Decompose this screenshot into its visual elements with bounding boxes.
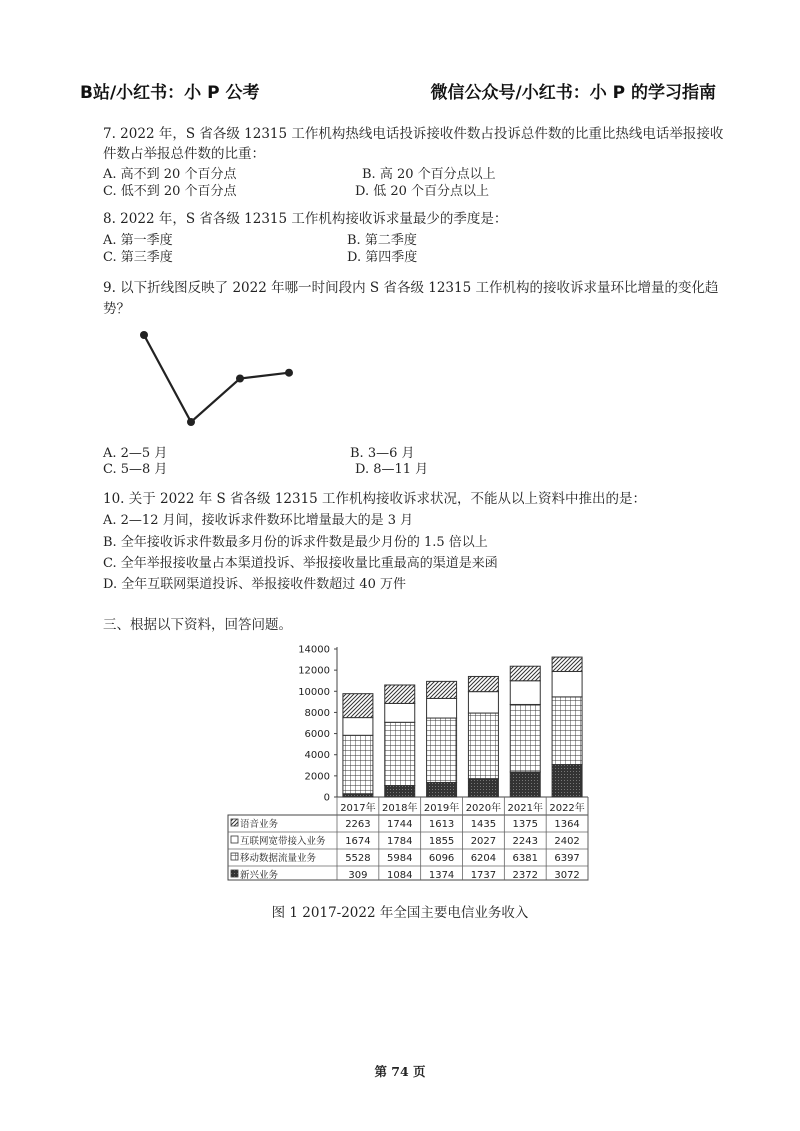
data-label: 1855 bbox=[428, 836, 455, 847]
q9-option-c: C. 5—8 月 bbox=[103, 462, 168, 477]
bar-segment bbox=[552, 657, 582, 671]
bar-segment bbox=[427, 681, 457, 698]
legend-swatch bbox=[231, 870, 238, 877]
data-label: 1374 bbox=[428, 870, 455, 881]
q8-option-d: D. 第四季度 bbox=[347, 250, 418, 265]
q7-option-d: D. 低 20 个百分点以上 bbox=[355, 184, 490, 199]
y-tick-label: 12000 bbox=[298, 665, 330, 677]
legend-label: 互联网宽带接入业务 bbox=[240, 836, 326, 847]
data-label: 1364 bbox=[554, 819, 580, 830]
q7-option-b: B. 高 20 个百分点以上 bbox=[362, 167, 496, 182]
bar-segment bbox=[343, 735, 373, 793]
bar-segment bbox=[427, 698, 457, 718]
page-number: 第 74 页 bbox=[374, 1064, 426, 1079]
data-label: 6204 bbox=[470, 853, 497, 864]
data-label: 1375 bbox=[512, 819, 538, 830]
bar-segment bbox=[510, 772, 540, 797]
bar-segment bbox=[427, 782, 457, 797]
data-label: 1674 bbox=[345, 836, 371, 847]
data-label: 309 bbox=[348, 870, 368, 881]
q10-option-b: B. 全年接收诉求件数最多月份的诉求件数是最少月份的 1.5 倍以上 bbox=[103, 535, 488, 550]
data-label: 6397 bbox=[554, 853, 580, 864]
q9-option-b: B. 3—6 月 bbox=[350, 446, 415, 461]
data-label: 1613 bbox=[428, 819, 455, 830]
q8-line1: 8. 2022 年，S 省各级 12315 工作机构接收诉求量最少的季度是： bbox=[103, 211, 508, 227]
data-label: 2402 bbox=[554, 836, 580, 847]
legend-swatch bbox=[231, 836, 238, 843]
legend-label: 语音业务 bbox=[240, 819, 279, 830]
q10-option-d: D. 全年互联网渠道投诉、举报接收件数超过 40 万件 bbox=[103, 577, 407, 592]
bar-segment bbox=[343, 694, 373, 718]
header-left: B站/小红书：小 P 公考 bbox=[80, 83, 260, 103]
bar-segment bbox=[510, 666, 540, 681]
q9-line2: 势？ bbox=[103, 301, 130, 317]
bar-segment bbox=[510, 704, 540, 771]
q8-option-c: C. 第三季度 bbox=[103, 250, 173, 265]
data-label: 1435 bbox=[470, 819, 497, 830]
chart-caption: 图 1 2017-2022 年全国主要电信业务收入 bbox=[271, 905, 529, 921]
data-label: 6096 bbox=[428, 853, 455, 864]
x-tick-label: 2017年 bbox=[340, 803, 376, 814]
bar-segment bbox=[468, 692, 498, 713]
data-label: 1744 bbox=[387, 819, 413, 830]
x-tick-label: 2022年 bbox=[549, 803, 585, 814]
data-label: 5984 bbox=[387, 853, 413, 864]
y-tick-label: 8000 bbox=[304, 707, 330, 719]
legend-label: 移动数据流量业务 bbox=[240, 853, 317, 864]
data-label: 5528 bbox=[345, 853, 371, 864]
data-label: 1084 bbox=[387, 870, 413, 881]
bar-segment bbox=[385, 722, 415, 785]
bar-segment bbox=[552, 697, 582, 765]
q7-option-a: A. 高不到 20 个百分点 bbox=[103, 167, 237, 182]
q9-option-a: A. 2—5 月 bbox=[103, 446, 168, 461]
header-right: 微信公众号/小红书：小 P 的学习指南 bbox=[430, 83, 716, 103]
x-tick-label: 2018年 bbox=[382, 803, 418, 814]
q7-line2: 件数占举报总件数的比重： bbox=[103, 146, 265, 162]
y-tick-label: 0 bbox=[323, 792, 330, 804]
y-tick-label: 4000 bbox=[304, 750, 330, 762]
bar-segment bbox=[468, 779, 498, 797]
data-label: 2027 bbox=[470, 836, 497, 847]
y-tick-label: 6000 bbox=[304, 729, 330, 741]
y-tick-label: 14000 bbox=[298, 644, 330, 656]
bar-segment bbox=[385, 703, 415, 722]
q7-line1: 7. 2022 年，S 省各级 12315 工作机构热线电话投诉接收件数占投诉总件数的比重比热线电话举报接收 bbox=[103, 126, 724, 142]
q10-option-c: C. 全年举报接收量占本渠道投诉、举报接收量比重最高的渠道是来函 bbox=[103, 556, 498, 571]
bar-segment bbox=[427, 718, 457, 782]
data-label: 2372 bbox=[512, 870, 538, 881]
section-3-heading: 三、根据以下资料，回答问题。 bbox=[103, 617, 292, 633]
x-tick-label: 2020年 bbox=[465, 803, 502, 814]
data-label: 2263 bbox=[345, 819, 371, 830]
q10-option-a: A. 2—12 月间，接收诉求件数环比增量最大的是 3 月 bbox=[103, 513, 414, 528]
x-tick-label: 2021年 bbox=[507, 803, 543, 814]
bar-segment bbox=[385, 685, 415, 703]
q8-option-b: B. 第二季度 bbox=[347, 233, 417, 248]
data-label: 3072 bbox=[554, 870, 580, 881]
q7-option-c: C. 低不到 20 个百分点 bbox=[103, 184, 237, 199]
data-label: 1784 bbox=[387, 836, 413, 847]
y-tick-label: 10000 bbox=[298, 686, 330, 698]
q8-option-a: A. 第一季度 bbox=[103, 233, 173, 248]
legend-label: 新兴业务 bbox=[240, 870, 279, 881]
legend-swatch bbox=[231, 853, 238, 860]
legend-swatch bbox=[231, 819, 238, 826]
x-tick-label: 2019年 bbox=[423, 803, 460, 814]
data-label: 1737 bbox=[470, 870, 497, 881]
bar-segment bbox=[468, 713, 498, 779]
bar-segment bbox=[468, 676, 498, 691]
y-tick-label: 2000 bbox=[304, 771, 330, 783]
bar-segment bbox=[552, 672, 582, 697]
bar-segment bbox=[343, 718, 373, 736]
bar-segment bbox=[385, 786, 415, 797]
bar-segment bbox=[510, 681, 540, 705]
q9-option-d: D. 8—11 月 bbox=[355, 462, 429, 477]
q10-line1: 10. 关于 2022 年 S 省各级 12315 工作机构接收诉求状况，不能从以上资料中推出的是： bbox=[103, 491, 647, 507]
data-label: 2243 bbox=[512, 836, 538, 847]
bar-segment bbox=[552, 765, 582, 797]
data-label: 6381 bbox=[512, 853, 538, 864]
q9-line1: 9. 以下折线图反映了 2022 年哪一时间段内 S 省各级 12315 工作机构的接收诉求量环比增量的变化趋 bbox=[103, 280, 719, 296]
